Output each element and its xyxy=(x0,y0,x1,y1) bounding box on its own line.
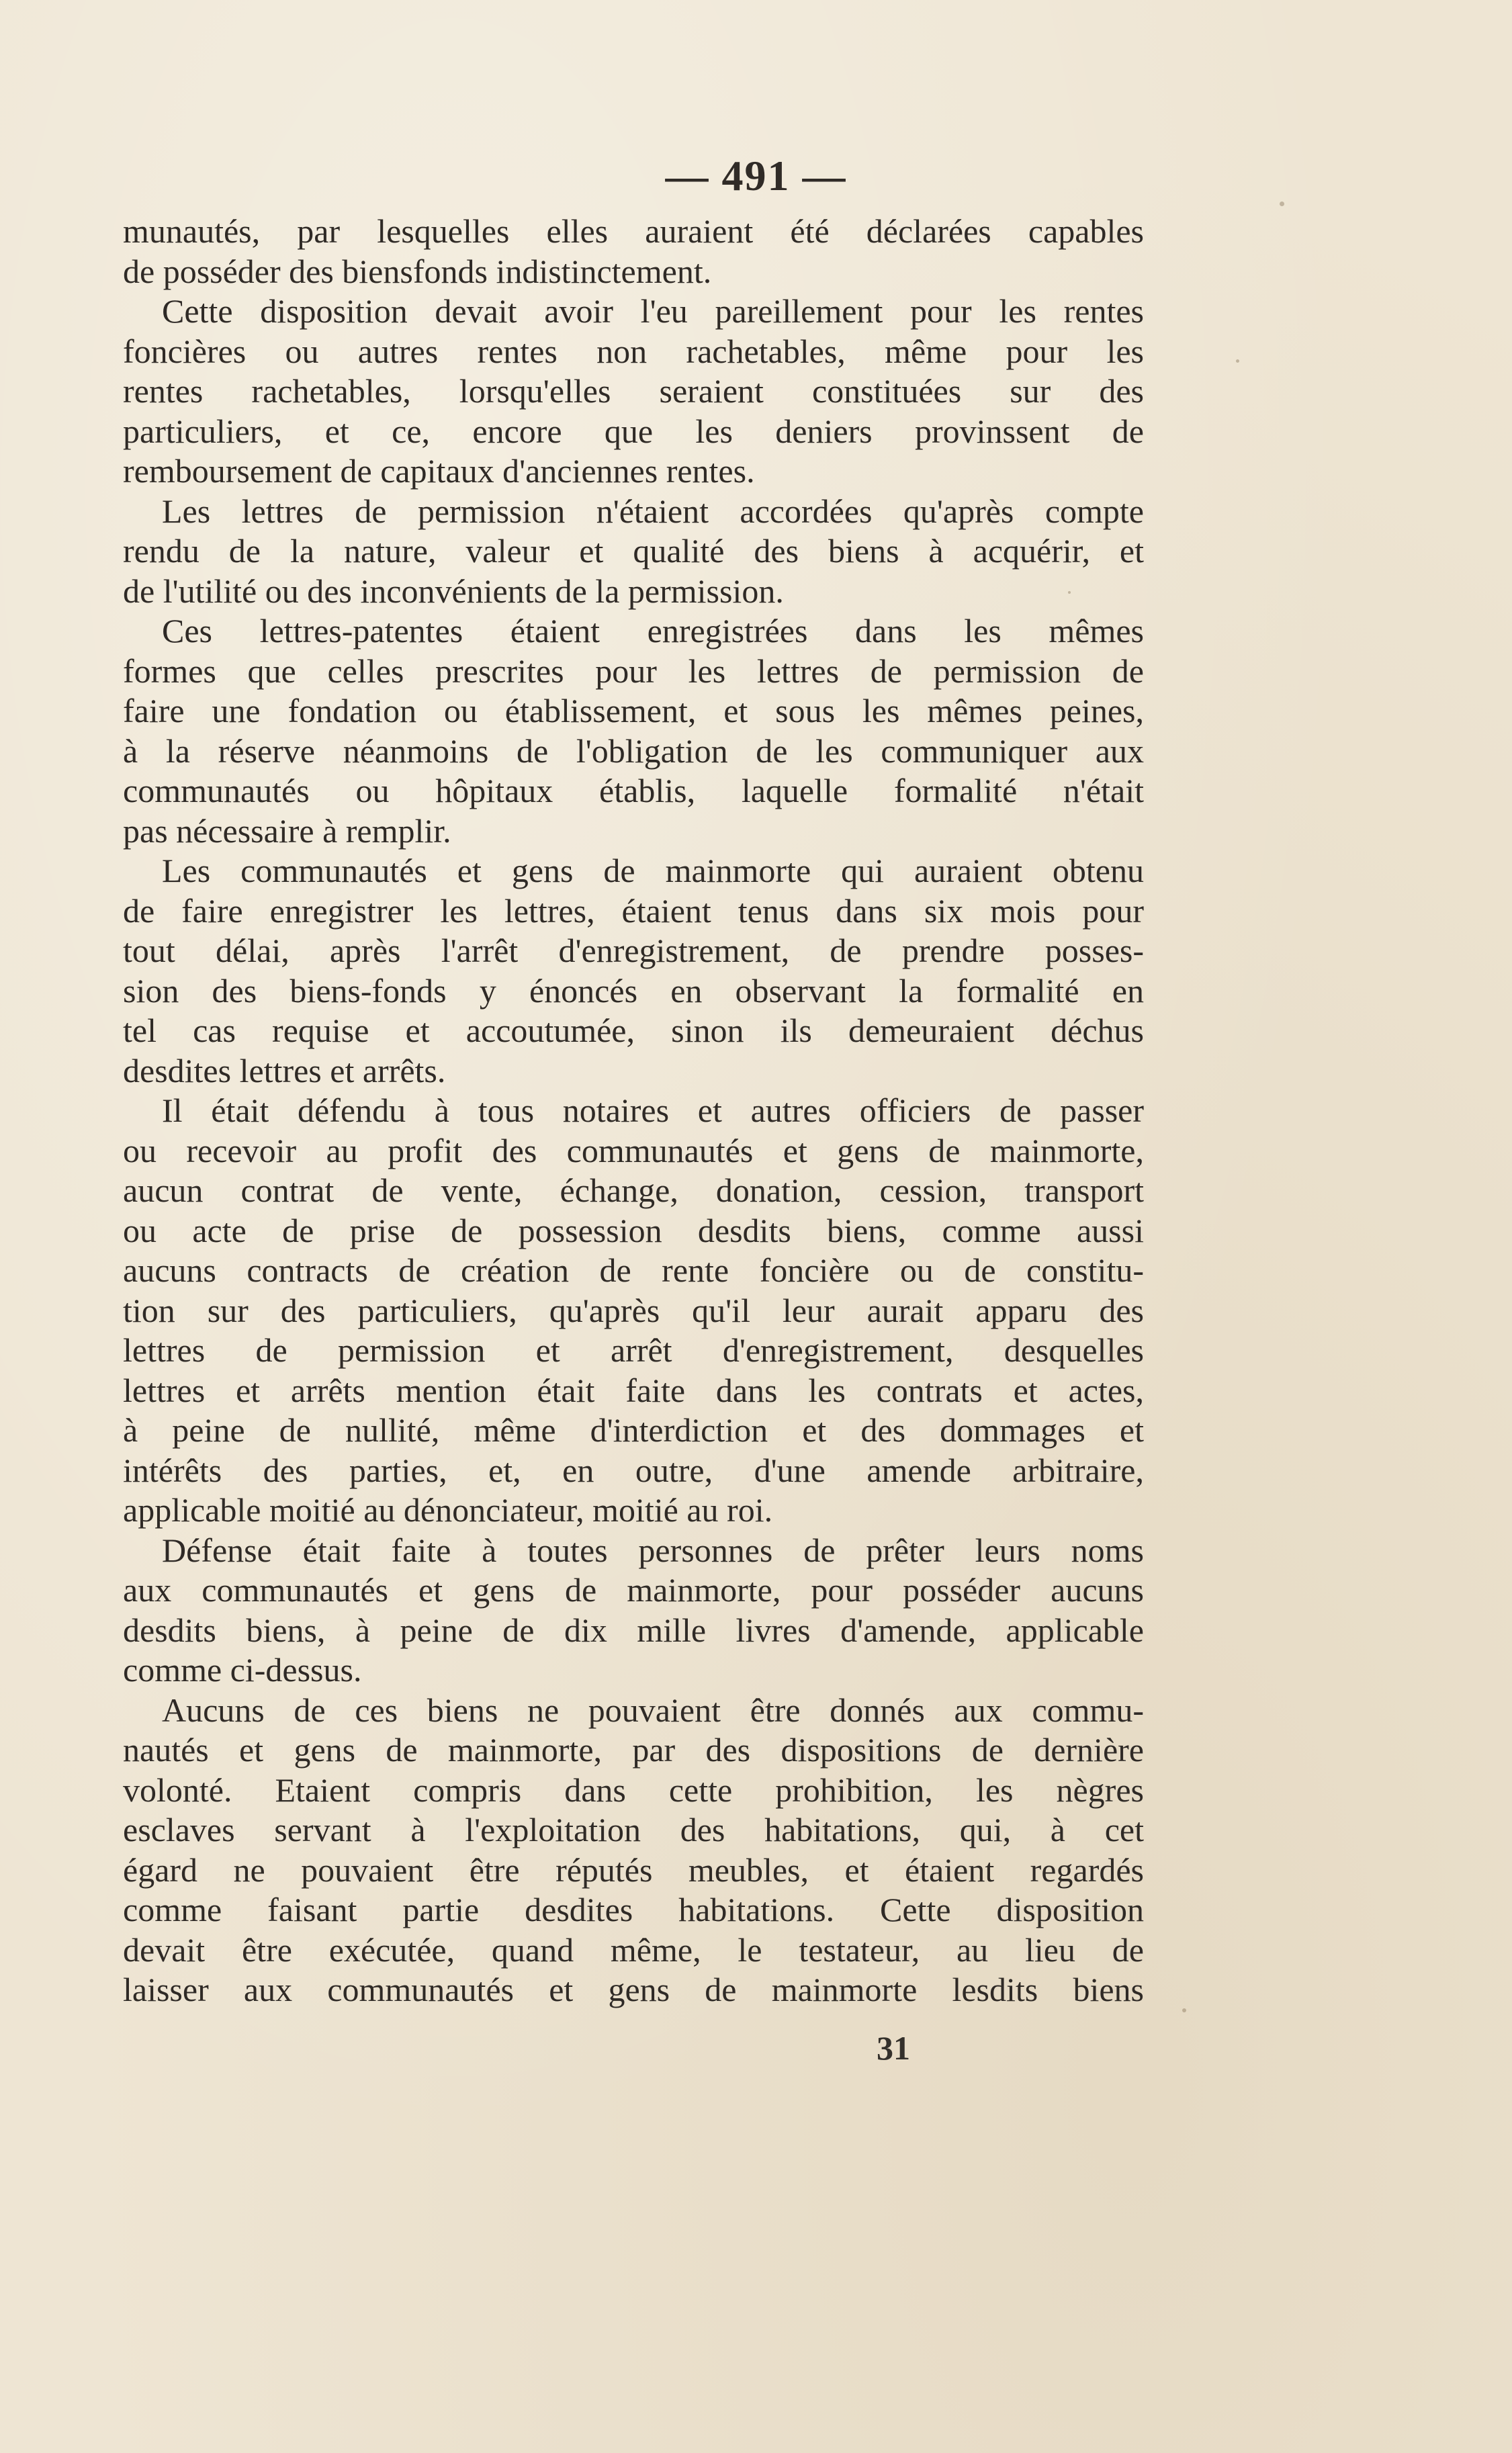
text-line: faire une fondation ou établissement, et sous les mêmes peines, xyxy=(123,692,1144,729)
text-line: desdits biens, à peine de dix mille livres d'amende, applicable xyxy=(123,1611,1144,1649)
text-line: munautés, par lesquelles elles auraient été déclarées capables xyxy=(123,212,1144,250)
text-line: foncières ou autres rentes non rachetables, même pour les xyxy=(123,332,1144,370)
text-line: intérêts des parties, et, en outre, d'une amende arbitraire, xyxy=(123,1451,1144,1489)
text-line: pas nécessaire à remplir. xyxy=(123,811,451,850)
text-line: aucun contrat de vente, échange, donation, cession, transport xyxy=(123,1171,1144,1209)
text-line: égard ne pouvaient être réputés meubles, et étaient regardés xyxy=(123,1850,1144,1889)
text-line: de faire enregistrer les lettres, étaient tenus dans six mois pour xyxy=(123,891,1144,930)
text-line: de l'utilité ou des inconvénients de la permission. xyxy=(123,572,784,610)
text-line: Les communautés et gens de mainmorte qui auraient obtenu xyxy=(162,852,1144,889)
text-line: applicable moitié au dénonciateur, moitié au roi. xyxy=(123,1491,773,1529)
text-line: comme ci-dessus. xyxy=(123,1651,362,1689)
text-line: devait être exécutée, quand même, le testateur, au lieu de xyxy=(123,1930,1144,1969)
text-line: communautés ou hôpitaux établis, laquelle formalité n'était xyxy=(123,772,1144,809)
text-line: esclaves servant à l'exploitation des habitations, qui, à cet xyxy=(123,1811,1144,1848)
paper-speck xyxy=(1280,202,1284,206)
text-line: laisser aux communautés et gens de mainmorte lesdits biens xyxy=(123,1971,1144,2008)
signature-mark: 31 xyxy=(877,2029,910,2067)
text-line: Les lettres de permission n'étaient accordées qu'après compte xyxy=(162,492,1144,530)
page-number: — 491 — xyxy=(665,152,847,199)
text-line: lettres de permission et arrêt d'enregistrement, desquelles xyxy=(123,1331,1144,1369)
text-line: ou recevoir au profit des communautés et gens de mainmorte, xyxy=(123,1131,1144,1169)
text-line: Défense était faite à toutes personnes de prêter leurs noms xyxy=(162,1531,1144,1569)
text-line: tel cas requise et accoutumée, sinon ils demeuraient déchus xyxy=(123,1012,1144,1049)
text-line: volonté. Etaient compris dans cette prohibition, les nègres xyxy=(123,1771,1144,1809)
text-line: rendu de la nature, valeur et qualité des biens à acquérir, et xyxy=(123,532,1144,570)
text-line: formes que celles prescrites pour les lettres de permission de xyxy=(123,652,1144,690)
body-text xyxy=(123,212,1144,2010)
text-line: tion sur des particuliers, qu'après qu'il leur aurait apparu des xyxy=(123,1291,1144,1329)
text-line: desdites lettres et arrêts. xyxy=(123,1051,446,1089)
text-line: lettres et arrêts mention était faite dans les contrats et actes, xyxy=(123,1371,1144,1409)
text-line: Ces lettres-patentes étaient enregistrées dans les mêmes xyxy=(162,612,1144,650)
text-line: de posséder des biensfonds indistinctement. xyxy=(123,252,712,290)
text-line: aucuns contracts de création de rente foncière ou de constitu- xyxy=(123,1251,1144,1289)
paper-speck xyxy=(1236,359,1239,363)
text-line: rentes rachetables, lorsqu'elles seraient constituées sur des xyxy=(123,372,1144,410)
text-line: ou acte de prise de possession desdits biens, comme aussi xyxy=(123,1211,1144,1249)
text-line: à peine de nullité, même d'interdiction et des dommages et xyxy=(123,1411,1144,1449)
text-line: particuliers, et ce, encore que les deniers provinssent de xyxy=(123,412,1144,450)
text-line: Cette disposition devait avoir l'eu pareillement pour les rentes xyxy=(162,292,1144,330)
text-line: nautés et gens de mainmorte, par des dispositions de dernière xyxy=(123,1731,1144,1769)
text-line: remboursement de capitaux d'anciennes rentes. xyxy=(123,452,755,490)
text-line: comme faisant partie desdites habitations. Cette disposition xyxy=(123,1891,1144,1928)
paper-speck xyxy=(1068,591,1071,594)
text-line: Il était défendu à tous notaires et autres officiers de passer xyxy=(162,1091,1144,1129)
text-line: à la réserve néanmoins de l'obligation de les communiquer aux xyxy=(123,731,1144,770)
text-line: aux communautés et gens de mainmorte, pour posséder aucuns xyxy=(123,1571,1144,1609)
text-line: Aucuns de ces biens ne pouvaient être donnés aux commu- xyxy=(162,1691,1144,1729)
text-line: tout délai, après l'arrêt d'enregistrement, de prendre posses- xyxy=(123,932,1144,969)
paper-speck xyxy=(1182,2008,1186,2012)
text-line: sion des biens-fonds y énoncés en observant la formalité en xyxy=(123,971,1144,1010)
